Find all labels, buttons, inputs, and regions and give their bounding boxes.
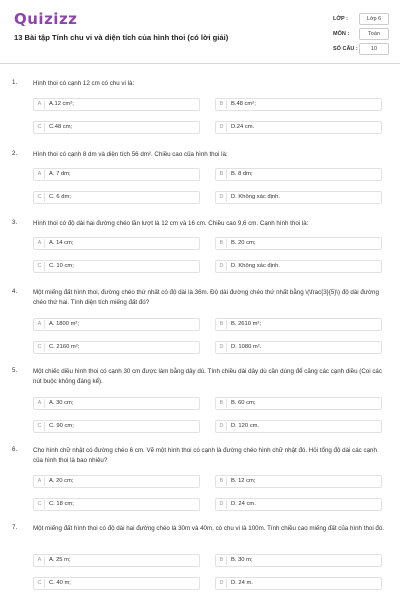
option-letter: D (217, 579, 227, 588)
option-text: C. 2160 m²; (49, 344, 80, 350)
option-letter: C (35, 500, 45, 509)
option-letter: D (217, 262, 227, 271)
option-text: C. 90 cm; (49, 423, 74, 429)
option-text: A. 20 cm; (49, 478, 74, 484)
option-b[interactable] (215, 475, 382, 488)
option-text: B. 8 dm; (231, 171, 253, 177)
option-text: A. 30 cm; (49, 400, 74, 406)
option-a[interactable] (33, 237, 200, 250)
option-letter: D (217, 123, 227, 132)
option-b[interactable] (215, 318, 382, 331)
option-text: A. 25 m; (49, 557, 71, 563)
question-text: Hình thoi có cạnh 12 cm có chu vi là: (33, 80, 135, 87)
question-text: Hình thoi có độ dài hai đường chéo lần lượt là 12 cm và 16 cm. Chiều cao 9,6 cm. Cạnh hình thoi là: (33, 220, 309, 227)
option-letter: D (217, 343, 227, 352)
option-a[interactable] (33, 318, 200, 331)
option-letter: A (35, 556, 45, 565)
meta-value-count: 10 (370, 46, 378, 52)
option-text: D. 24 cm. (231, 501, 256, 507)
worksheet-header (0, 0, 400, 62)
option-a[interactable] (33, 554, 200, 567)
option-letter: A (35, 100, 45, 109)
option-text: B. 30 m; (231, 557, 253, 563)
option-text: C. 18 cm; (49, 501, 74, 507)
option-c[interactable] (33, 191, 200, 204)
option-text: A.12 cm²; (49, 101, 74, 107)
option-c[interactable] (33, 577, 200, 590)
option-c[interactable] (33, 341, 200, 354)
worksheet-title: 13 Bài tập Tính chu vi và diện tích của hình thoi (có lời giải) (14, 33, 229, 42)
option-letter: A (35, 477, 45, 486)
option-letter: C (35, 262, 45, 271)
option-text: B. 2610 m²; (231, 321, 261, 327)
option-letter: A (35, 239, 45, 248)
question-text: Một miếng đất hình thoi có độ dài hai đường chéo là 30m và 40m, có chu vi là 100m. Tính chiều cao miếng đất của hình thoi đó. (33, 525, 385, 532)
option-letter: B (217, 100, 227, 109)
option-letter: C (35, 422, 45, 431)
option-letter: B (217, 477, 227, 486)
option-d[interactable] (215, 191, 382, 204)
option-letter: A (35, 170, 45, 179)
option-c[interactable] (33, 420, 200, 433)
option-text: C. 10 cm; (49, 263, 74, 269)
option-letter: A (35, 399, 45, 408)
option-b[interactable] (215, 237, 382, 250)
option-text: B. 20 cm; (231, 240, 256, 246)
question-number: 1. (12, 79, 18, 86)
question-text: Một miếng đất hình thoi, đường chéo thứ nhất có độ dài là 36m. Độ dài đường chéo thứ nhất bằng \(\frac{3}{5}\) độ dài đường chéo thứ hai. Tính diện tích miếng đất đó? (33, 289, 379, 306)
quizizz-logo: Quizizz (14, 10, 78, 28)
option-d[interactable] (215, 341, 382, 354)
option-letter: D (217, 193, 227, 202)
question-number: 5. (12, 367, 18, 374)
option-letter: B (217, 399, 227, 408)
question-text: Cho hình chữ nhật có đường chéo 6 cm. Vẽ một hình thoi có cạnh là đường chéo hình chữ nhật đó. Hỏi tổng độ dài các cạnh của hình thoi là bao nhiêu? (33, 447, 377, 464)
meta-value-subject: Toán (368, 31, 380, 37)
header-divider (0, 63, 400, 64)
option-d[interactable] (215, 260, 382, 273)
meta-label-count: SỐ CÂU : (333, 46, 358, 52)
option-letter: A (35, 320, 45, 329)
option-d[interactable] (215, 121, 382, 134)
option-b[interactable] (215, 168, 382, 181)
option-a[interactable] (33, 475, 200, 488)
option-letter: C (35, 193, 45, 202)
option-c[interactable] (33, 260, 200, 273)
option-text: A. 14 cm; (49, 240, 74, 246)
meta-label-class: LỚP : (333, 16, 348, 22)
option-letter: D (217, 500, 227, 509)
option-letter: B (217, 239, 227, 248)
option-a[interactable] (33, 168, 200, 181)
option-c[interactable] (33, 498, 200, 511)
option-letter: D (217, 422, 227, 431)
meta-box-subject (359, 28, 389, 40)
option-letter: C (35, 343, 45, 352)
option-text: A. 1800 m²; (49, 321, 79, 327)
option-text: C.48 cm; (49, 124, 73, 130)
question-number: 4. (12, 288, 18, 295)
option-b[interactable] (215, 397, 382, 410)
option-letter: B (217, 170, 227, 179)
option-text: B. 12 cm; (231, 478, 256, 484)
option-letter: B (217, 320, 227, 329)
option-text: D. Không xác định. (231, 263, 280, 269)
option-text: D. 1080 m². (231, 344, 262, 350)
option-a[interactable] (33, 98, 200, 111)
question-number: 3. (12, 219, 18, 226)
meta-value-class: Lớp 6 (366, 16, 382, 22)
meta-box-count (359, 43, 389, 55)
option-letter: C (35, 579, 45, 588)
question-number: 2. (12, 150, 18, 157)
option-a[interactable] (33, 397, 200, 410)
question-number: 7. (12, 524, 18, 531)
option-d[interactable] (215, 577, 382, 590)
option-text: D.24 cm. (231, 124, 255, 130)
option-d[interactable] (215, 498, 382, 511)
option-text: A. 7 dm; (49, 171, 71, 177)
option-text: C. 6 dm; (49, 194, 71, 200)
option-text: B.48 cm²; (231, 101, 256, 107)
question-text: Một chiếc diều hình thoi có cạnh 30 cm được làm bằng dây dù. Tính chiều dài dây dù cần dùng để căng các cạnh diều (Coi các nút buộc không đáng kể). (33, 368, 382, 385)
option-text: D. 120 cm. (231, 423, 260, 429)
option-letter: B (217, 556, 227, 565)
option-letter: C (35, 123, 45, 132)
option-text: B. 60 cm; (231, 400, 256, 406)
meta-box-class (359, 13, 389, 25)
option-b[interactable] (215, 98, 382, 111)
option-d[interactable] (215, 420, 382, 433)
question-text: Hình thoi có cạnh 8 dm và diện tích 56 dm². Chiều cao của hình thoi là: (33, 151, 228, 158)
meta-label-subject: MÔN : (333, 31, 350, 37)
option-text: D. 24 m. (231, 580, 253, 586)
option-text: D. Không xác định. (231, 194, 280, 200)
question-number: 6. (12, 446, 18, 453)
option-text: C. 40 m; (49, 580, 71, 586)
option-c[interactable] (33, 121, 200, 134)
option-b[interactable] (215, 554, 382, 567)
